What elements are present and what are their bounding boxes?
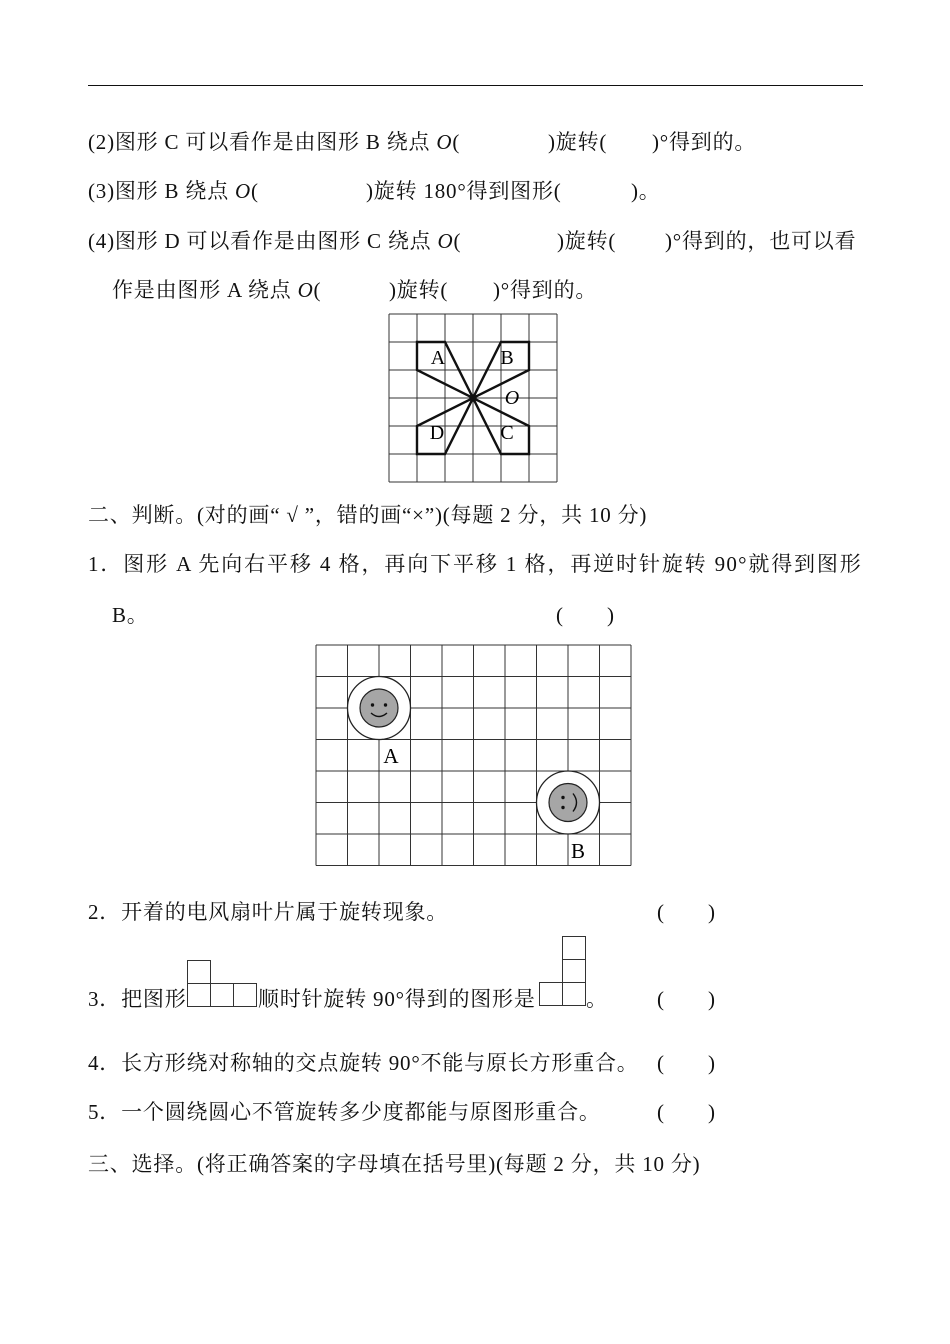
center-point-o	[470, 395, 476, 401]
label-b: B	[570, 839, 586, 863]
unit-square	[563, 983, 586, 1006]
judge-q5-text: 5．一个圆绕圆心不管旋转多少度都能与原图形重合。	[88, 1100, 601, 1124]
answer-open-paren: (	[657, 987, 664, 1011]
answer-open-paren: (	[657, 900, 664, 924]
label-d: D	[429, 422, 445, 444]
l-shape-original	[186, 958, 259, 1008]
unit-square	[234, 984, 257, 1007]
label-c: C	[500, 422, 514, 444]
smiley-rotation-figure	[310, 640, 636, 870]
fill-in-q4-cont-stem	[112, 277, 321, 303]
stem-text: (3)图形 B 绕点	[88, 179, 236, 203]
answer-close-paren: )	[708, 987, 715, 1011]
fill-in-q4-cont-middle: )旋转(	[389, 278, 449, 302]
fill-in-q4-middle: )旋转(	[557, 229, 617, 253]
section-judge-title: 二、判断。(对的画“ √ ”，错的画“×”)(每题 2 分，共 10 分)	[88, 503, 648, 527]
answer-close-paren: )	[708, 1051, 715, 1075]
smiley-face	[360, 689, 398, 727]
label-o: O	[504, 387, 520, 409]
answer-blank-q1	[556, 602, 614, 628]
fill-in-q2-middle: )旋转(	[548, 130, 608, 154]
answer-close-paren: )	[708, 900, 715, 924]
answer-blank-q4	[657, 1050, 715, 1076]
smiley-eye	[371, 703, 374, 706]
answer-blank-q5	[657, 1099, 715, 1125]
blank-open-paren: (	[453, 229, 462, 253]
point-o: O	[437, 229, 454, 253]
smiley-eye	[384, 703, 387, 706]
answer-blank-q3	[657, 986, 715, 1012]
fill-in-q3-end: )。	[631, 179, 661, 203]
answer-close-paren: )	[708, 1100, 715, 1124]
judge-q4-text: 4．长方形绕对称轴的交点旋转 90°不能与原长方形重合。	[88, 1051, 639, 1075]
judge-q3-before: 3．把图形	[88, 987, 187, 1011]
point-o: O	[436, 130, 453, 154]
judge-q1-line1: 1．图形 A 先向右平移 4 格，再向下平移 1 格，再逆时针旋转 90°就得到图形	[88, 552, 862, 576]
unit-square	[188, 961, 211, 984]
unit-square	[540, 983, 563, 1006]
fill-in-q4-stem	[88, 228, 461, 254]
header-rule	[88, 85, 863, 86]
judge-q3-end: 。	[586, 987, 608, 1011]
section-choice-title: 三、选择。(将正确答案的字母填在括号里)(每题 2 分，共 10 分)	[88, 1152, 701, 1176]
blank-open-paren: (	[313, 278, 322, 302]
smiley-face	[549, 784, 587, 822]
fill-in-q3-middle: )旋转 180°得到图形(	[366, 179, 562, 203]
stem-text: 作是由图形 A 绕点	[112, 278, 298, 302]
fill-in-q4-end: )°得到的，也可以看	[665, 229, 857, 253]
smiley-eye	[561, 796, 564, 799]
judge-q1-line2: B。	[112, 603, 149, 627]
rotation-star-figure	[385, 310, 565, 490]
grid-lines	[316, 645, 631, 866]
answer-blank-q2	[657, 899, 715, 925]
unit-square	[563, 937, 586, 960]
answer-open-paren: (	[657, 1051, 664, 1075]
fill-in-q3-stem	[88, 178, 259, 204]
unit-square	[563, 960, 586, 983]
label-a: A	[383, 744, 399, 768]
unit-square	[188, 984, 211, 1007]
point-o: O	[235, 179, 252, 203]
judge-q3-middle: 顺时针旋转 90°得到的图形是	[258, 987, 536, 1011]
blank-open-paren: (	[452, 130, 461, 154]
fill-in-q4-cont-end: )°得到的。	[493, 278, 598, 302]
stem-text: (2)图形 C 可以看作是由图形 B 绕点	[88, 130, 437, 154]
answer-close-paren: )	[607, 603, 614, 627]
fill-in-q2-stem	[88, 129, 460, 155]
smiley-eye	[561, 806, 564, 809]
stem-text: (4)图形 D 可以看作是由图形 C 绕点	[88, 229, 438, 253]
answer-open-paren: (	[556, 603, 563, 627]
blank-open-paren: (	[251, 179, 259, 203]
label-b: B	[500, 347, 514, 369]
label-a: A	[430, 347, 446, 369]
answer-open-paren: (	[657, 1100, 664, 1124]
point-o: O	[297, 278, 314, 302]
unit-square	[211, 984, 234, 1007]
judge-q2-text: 2．开着的电风扇叶片属于旋转现象。	[88, 900, 449, 924]
smiley-b	[537, 771, 600, 834]
l-shape-rotated	[538, 935, 588, 1009]
fill-in-q2-end: )°得到的。	[652, 130, 757, 154]
smiley-a	[348, 677, 411, 740]
